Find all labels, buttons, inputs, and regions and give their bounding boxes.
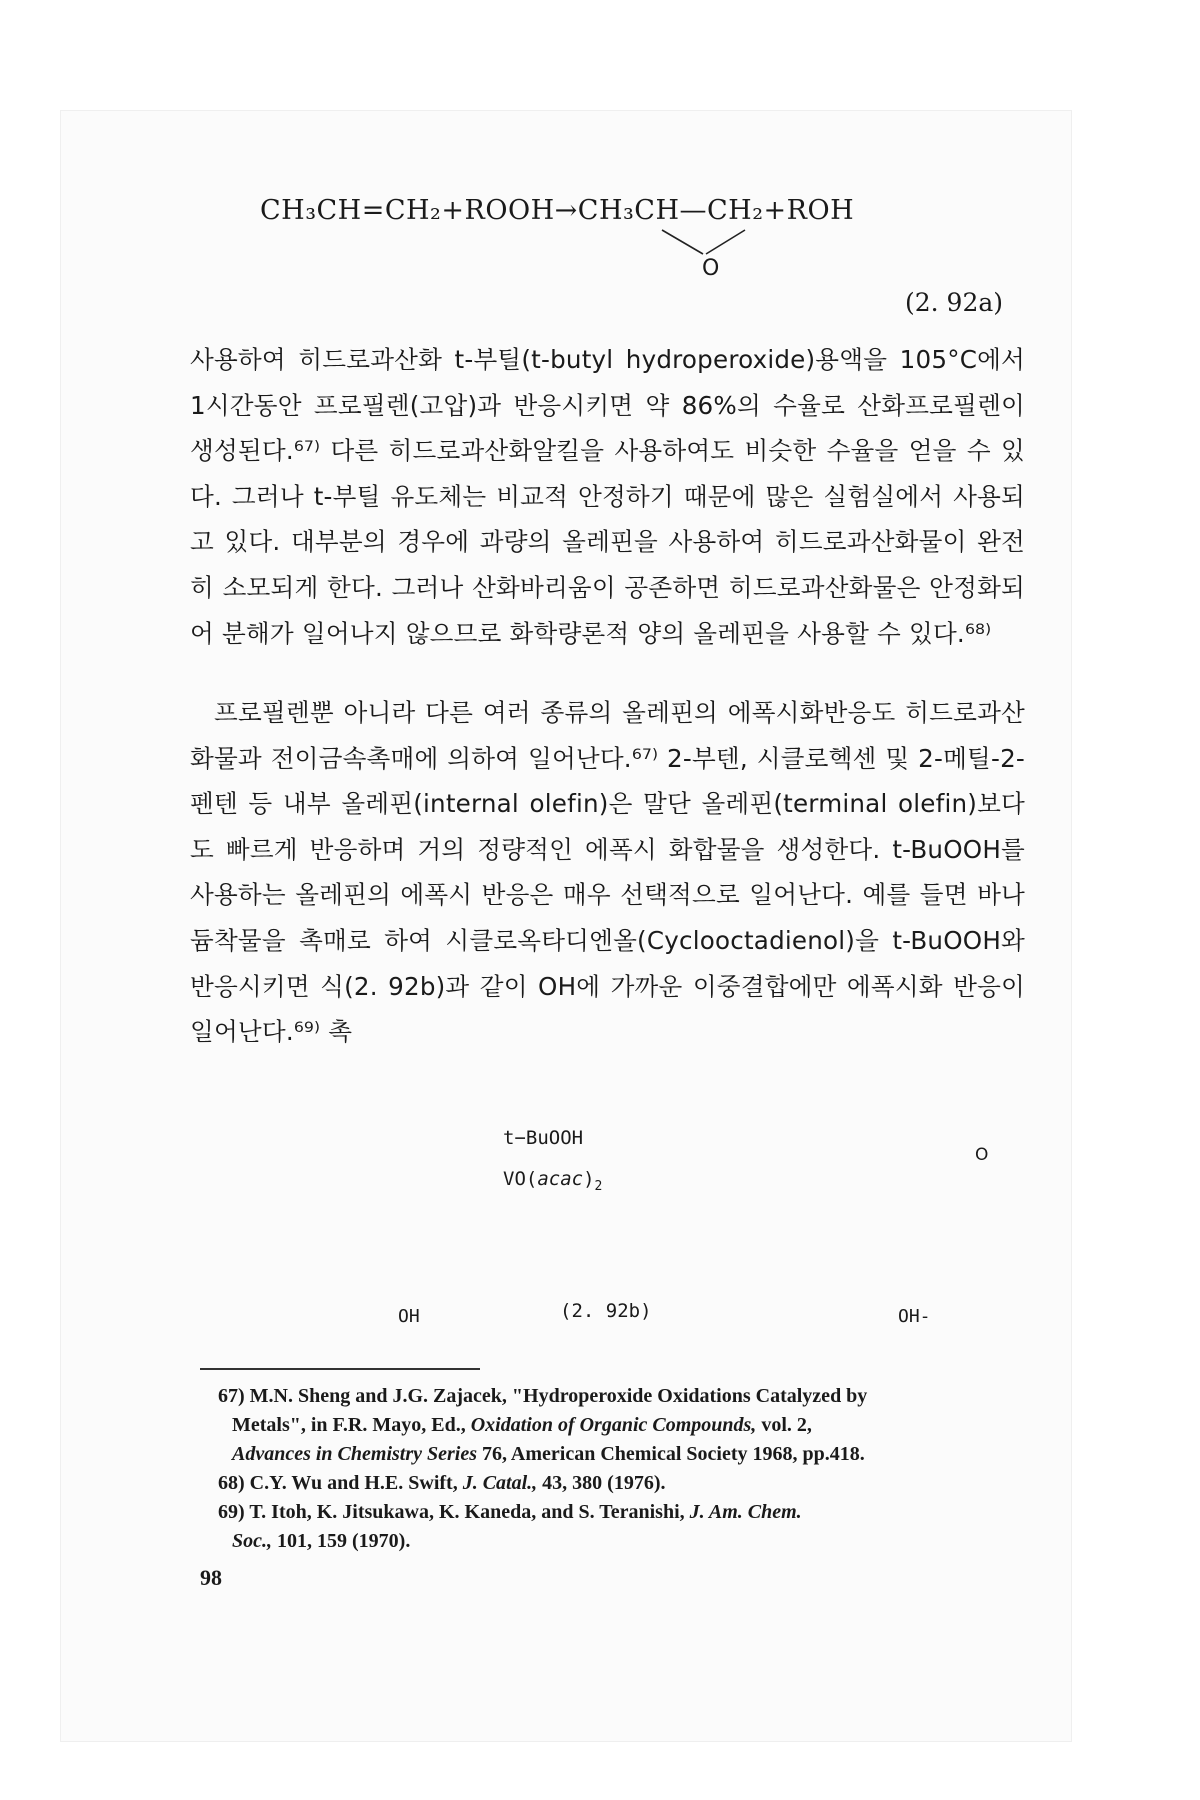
equation-rhs: CH₃CH—CH₂+ROH bbox=[577, 195, 855, 226]
epoxide-oxygen-label-right: O bbox=[975, 1145, 989, 1165]
footnote-69: 69) T. Itoh, K. Jitsukawa, K. Kaneda, and S. Teranishi, J. Am. Chem. Soc., 101, 159 (1970). bbox=[218, 1501, 802, 1552]
epoxide-oxygen-label: O bbox=[702, 256, 720, 281]
equation-lhs: CH₃CH=CH₂+ROOH→ bbox=[260, 195, 578, 226]
equation-number-2-92a: (2. 92a) bbox=[905, 288, 1004, 317]
paragraph-1: 사용하여 히드로과산화 t-부틸(t-butyl hydroperoxide)용액을 105°C에서 1시간동안 프로필렌(고압)과 반응시키면 약 86%의 수율로 산화프로필렌이 생성된다.⁶⁷⁾ 다른 히드로과산화알킬을 사용하여도 비슷한 수율을 얻을 수 있다. 그러나 t-부틸 유도체는 비교적 안정하기 때문에 많은 실험실에서 사용되고 있다. 대부분의 경우에 과량의 올레핀을 사용하여 히드로과산화물이 완전히 소모되게 한다. 그러나 산화바리움이 공존하면 히드로과산화물은 안정화되어 분해가 일어나지 않으므로 화학량론적 양의 올레핀을 사용할 수 있다.⁶⁸⁾ bbox=[190, 345, 1025, 648]
footnotes bbox=[218, 1382, 1018, 1556]
equation-number-2-92b: (2. 92b) bbox=[560, 1300, 652, 1322]
reaction-scheme-2-92b bbox=[0, 0, 840, 300]
hydroxyl-label-left: OH bbox=[398, 1306, 420, 1327]
hydroxyl-label-right: OH- bbox=[898, 1306, 931, 1327]
catalyst-vo-acac2: $VO(acac)_2$ bbox=[503, 1168, 603, 1194]
footnote-rule bbox=[200, 1368, 480, 1370]
page-number: 98 bbox=[200, 1565, 222, 1590]
paragraph-2: 프로필렌뿐 아니라 다른 여러 종류의 올레핀의 에폭시화반응도 히드로과산화물과 전이금속촉매에 의하여 일어난다.⁶⁷⁾ 2-부텐, 시클로헥센 및 2-메틸-2-펜텐 등 내부 올레핀(internal olefin)은 말단 올레핀(terminal olefin)보다도 빠르게 반응하며 거의 정량적인 에폭시 화합물을 생성한다. t-BuOOH를 사용하는 올레핀의 에폭시 반응은 매우 선택적으로 일어난다. 예를 들면 바나듐착물을 촉매로 하여 시클로옥타디엔올(Cyclooctadienol)을 t-BuOOH와 반응시키면 식(2. 92b)과 같이 OH에 가까운 이중결합에만 에폭시화 반응이 일어난다.⁶⁹⁾ 촉 bbox=[190, 698, 1025, 1047]
reagent-t-buooh: t−BuOOH bbox=[503, 1127, 584, 1149]
footnote-67: 67) M.N. Sheng and J.G. Zajacek, "Hydroperoxide Oxidations Catalyzed by Metals", in F.R. Mayo, Ed., Oxidation of Organic Compounds, vol. 2, Advances in Chemistry Series 76, American Chemical Society 1968, pp.418. bbox=[218, 1385, 868, 1465]
footnote-68: 68) C.Y. Wu and H.E. Swift, J. Catal., 43, 380 (1976). bbox=[218, 1472, 666, 1494]
